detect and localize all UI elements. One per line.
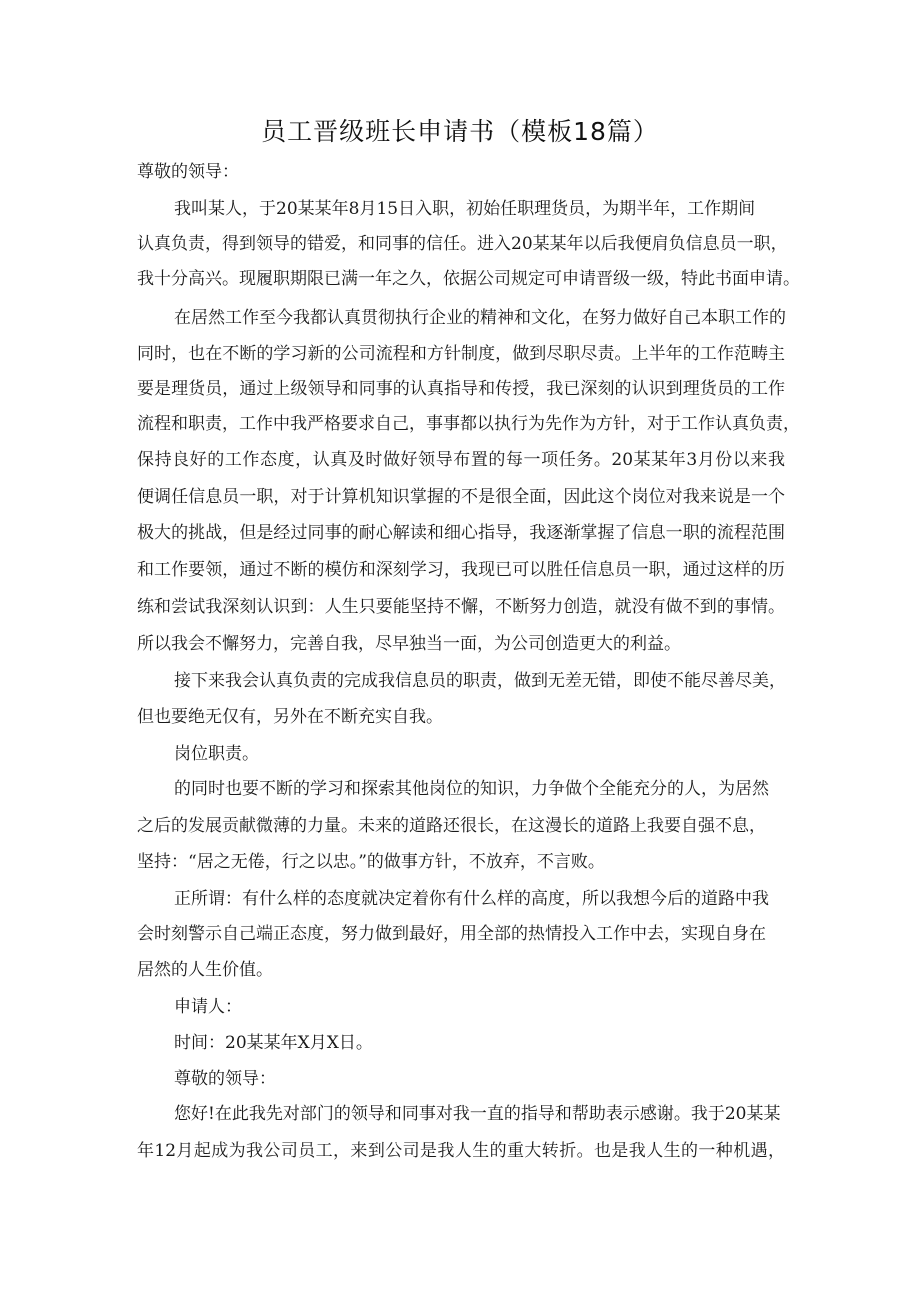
date-line: 时间：20某某年X月X日。 xyxy=(174,1033,373,1053)
paragraph-line: 保持良好的工作态度，认真及时做好领导布置的每一项任务。20某某年3月份以来我 xyxy=(137,450,785,470)
paragraph-line: 之后的发展贡献微薄的力量。未来的道路还很长，在这漫长的道路上我要自强不息， xyxy=(137,816,766,836)
salutation: 尊敬的领导： xyxy=(137,162,239,182)
paragraph-line: 同时，也在不断的学习新的公司流程和方针制度，做到尽职尽责。上半年的工作范畴主 xyxy=(137,344,785,364)
paragraph-line: 会时刻警示自己端正态度，努力做到最好，用全部的热情投入工作中去，实现自身在 xyxy=(137,924,766,944)
paragraph-line: 所以我会不懈努力，完善自我，尽早独当一面，为公司创造更大的利益。 xyxy=(137,634,681,654)
paragraph-line: 接下来我会认真负责的完成我信息员的职责，做到无差无错，即使不能尽善尽美， xyxy=(174,671,786,691)
document-title: 员工晋级班长申请书（模板18篇） xyxy=(261,117,659,146)
paragraph-line: 我叫某人，于20某某年8月15日入职，初始任职理货员，为期半年，工作期间 xyxy=(174,199,756,219)
paragraph-line: 练和尝试我深刻认识到：人生只要能坚持不懈，不断努力创造，就没有做不到的事情。 xyxy=(137,597,785,617)
applicant-label: 申请人： xyxy=(174,997,242,1017)
paragraph-line: 坚持：“居之无倦，行之以忠。”的做事方针，不放弃，不言败。 xyxy=(137,852,605,872)
paragraph-line: 便调任信息员一职，对于计算机知识掌握的不是很全面，因此这个岗位对我来说是一个 xyxy=(137,487,785,507)
salutation: 尊敬的领导： xyxy=(174,1069,276,1089)
paragraph-line: 在居然工作至今我都认真贯彻执行企业的精神和文化，在努力做好自己本职工作的 xyxy=(174,308,786,328)
paragraph-line: 年12月起成为我公司员工，来到公司是我人生的重大转折。也是我人生的一种机遇， xyxy=(137,1141,785,1161)
paragraph-line: 我十分高兴。现履职期限已满一年之久，依据公司规定可申请晋级一级，特此书面申请。 xyxy=(137,269,800,289)
paragraph-line: 但也要绝无仅有，另外在不断充实自我。 xyxy=(137,707,443,727)
paragraph-line: 正所谓：有什么样的态度就决定着你有什么样的高度，所以我想今后的道路中我 xyxy=(174,889,769,909)
paragraph-line: 极大的挑战，但是经过同事的耐心解读和细心指导，我逐渐掌握了信息一职的流程范围 xyxy=(137,523,785,543)
paragraph-line: 要是理货员，通过上级领导和同事的认真指导和传授，我已深刻的认识到理货员的工作 xyxy=(137,379,785,399)
paragraph-line: 岗位职责。 xyxy=(174,744,259,764)
paragraph-line: 认真负责，得到领导的错爱，和同事的信任。进入20某某年以后我便肩负信息员一职， xyxy=(137,234,788,254)
paragraph-line: 的同时也要不断的学习和探索其他岗位的知识，力争做个全能充分的人，为居然 xyxy=(174,779,769,799)
paragraph-line: 您好!在此我先对部门的领导和同事对我一直的指导和帮助表示感谢。我于20某某 xyxy=(174,1104,781,1124)
paragraph-line: 居然的人生价值。 xyxy=(137,960,273,980)
paragraph-line: 流程和职责，工作中我严格要求自己，事事都以执行为先作为方针，对于工作认真负责， xyxy=(137,414,800,434)
paragraph-line: 和工作要领，通过不断的模仿和深刻学习，我现已可以胜任信息员一职，通过这样的历 xyxy=(137,560,785,580)
